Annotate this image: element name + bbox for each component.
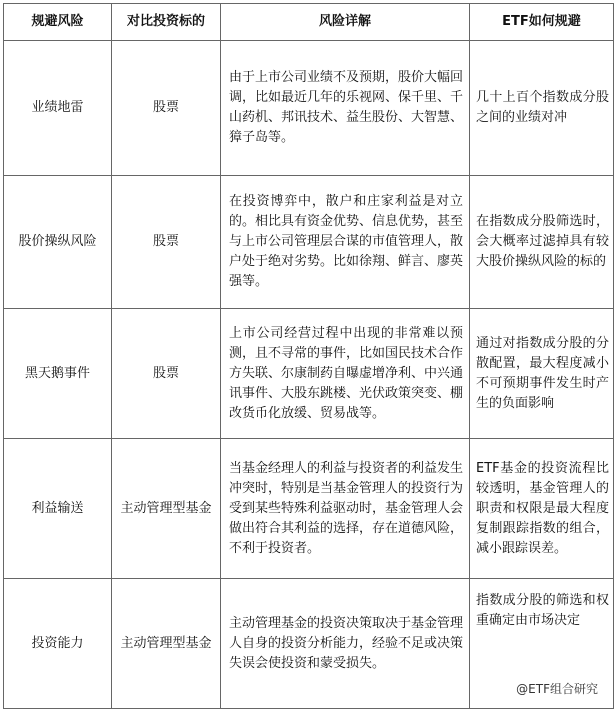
risk-cell: 利益输送 xyxy=(4,439,112,579)
header-risk: 规避风险 xyxy=(4,4,112,41)
header-detail: 风险详解 xyxy=(221,4,470,41)
watermark: @ETF组合研究 xyxy=(516,682,598,696)
detail-cell: 由于上市公司业绩不及预期，股价大幅回调，比如最近几年的乐视网、保千里、千山药机、邦讯技术、益生股份、大智慧、獐子岛等。 xyxy=(221,41,470,176)
header-target: 对比投资标的 xyxy=(112,4,221,41)
target-cell: 股票 xyxy=(112,309,221,439)
target-cell: 主动管理型基金 xyxy=(112,439,221,579)
etf-cell: 通过对指数成分股的分散配置，最大程度减小不可预期事件发生时产生的负面影响 xyxy=(470,309,614,439)
risk-cell: 投资能力 xyxy=(4,579,112,709)
risk-cell: 业绩地雷 xyxy=(4,41,112,176)
table-row xyxy=(4,309,614,439)
header-etf: ETF如何规避 xyxy=(470,4,614,41)
detail-cell: 在投资博弈中，散户和庄家利益是对立的。相比具有资金优势、信息优势，甚至与上市公司管理层合谋的市值管理人，散户处于绝对劣势。比如徐翔、鲜言、廖英强等。 xyxy=(221,176,470,309)
risk-cell: 股价操纵风险 xyxy=(4,176,112,309)
detail-cell: 上市公司经营过程中出现的非常难以预测，且不寻常的事件，比如国民技术合作方失联、尔康制药自曝虚增净利、中兴通讯事件、大股东跳楼、光伏政策突变、棚改货币化放缓、贸易战等。 xyxy=(221,309,470,439)
target-cell: 股票 xyxy=(112,176,221,309)
risk-comparison-table xyxy=(3,3,614,709)
risk-cell: 黑天鹅事件 xyxy=(4,309,112,439)
etf-cell: 几十上百个指数成分股之间的业绩对冲 xyxy=(470,41,614,176)
table-row xyxy=(4,41,614,176)
target-cell: 主动管理型基金 xyxy=(112,579,221,709)
target-cell: 股票 xyxy=(112,41,221,176)
table-row xyxy=(4,439,614,579)
table-row xyxy=(4,176,614,309)
etf-cell: 在指数成分股筛选时，会大概率过滤掉具有较大股价操纵风险的标的 xyxy=(470,176,614,309)
etf-cell: 指数成分股的筛选和权重确定由市场决定 xyxy=(470,579,614,709)
table-header-row xyxy=(4,4,614,41)
detail-cell: 主动管理基金的投资决策取决于基金管理人自身的投资分析能力，经验不足或决策失误会使投资和蒙受损失。 xyxy=(221,579,470,709)
etf-cell: ETF基金的投资流程比较透明，基金管理人的职责和权限是最大程度复制跟踪指数的组合，减小跟踪误差。 xyxy=(470,439,614,579)
detail-cell: 当基金经理人的利益与投资者的利益发生冲突时，特别是当基金管理人的投资行为受到某些特殊利益驱动时，基金管理人会做出符合其利益的选择，存在道德风险，不利于投资者。 xyxy=(221,439,470,579)
